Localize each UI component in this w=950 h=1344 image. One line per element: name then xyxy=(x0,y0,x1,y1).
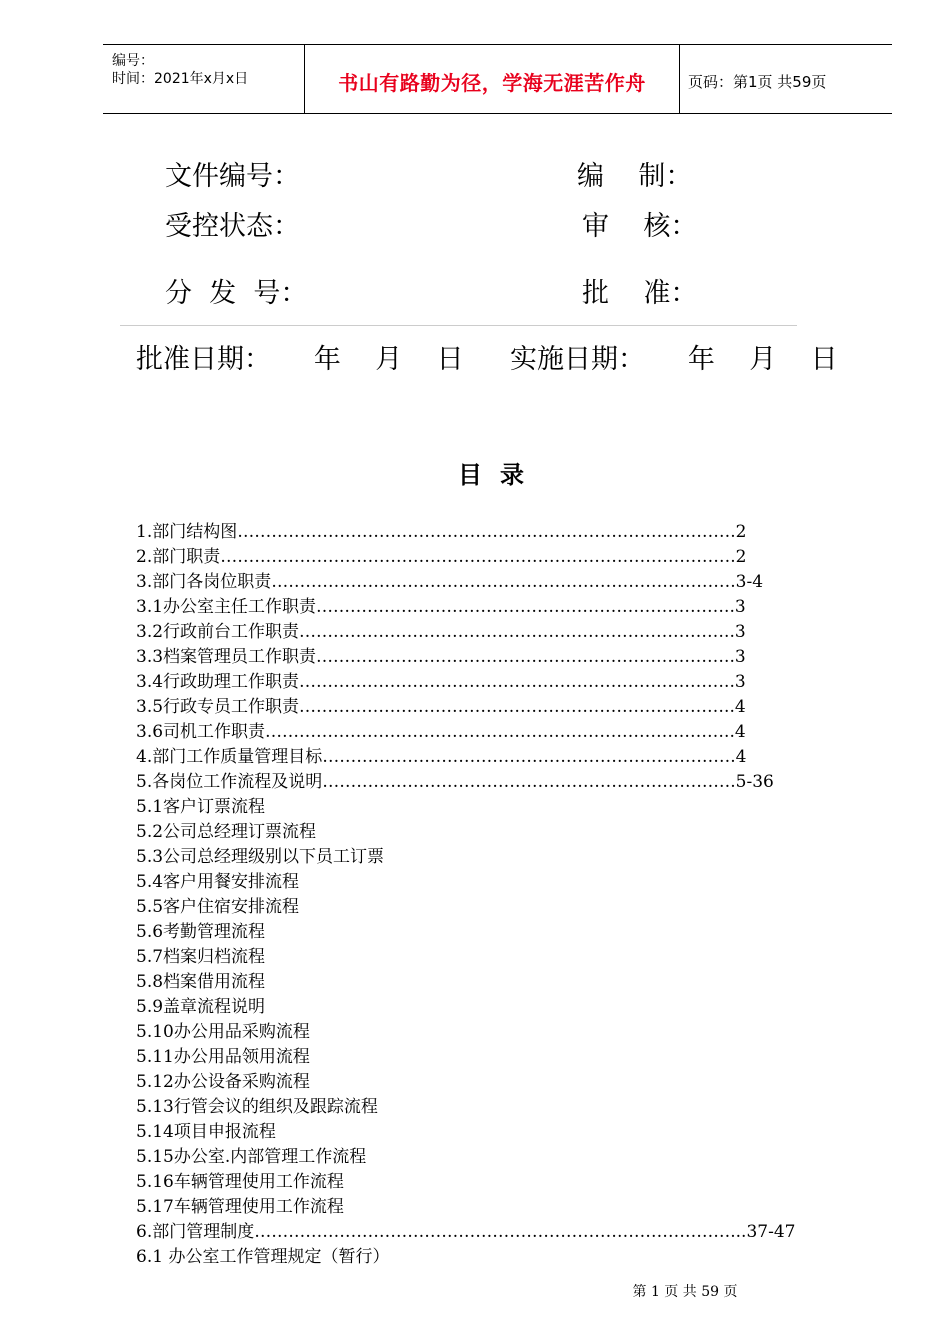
toc-item-text: 3.1办公室主任工作职责 xyxy=(136,597,317,617)
toc-item-text: 5.7档案归档流程 xyxy=(136,947,266,967)
toc-item-page: .5-36 xyxy=(730,772,774,792)
review-label: 审 核： xyxy=(582,211,698,242)
toc-item-text: 5.8档案借用流程 xyxy=(136,972,266,992)
compile-label: 编 制： xyxy=(577,161,693,192)
toc-item-text: 1.部门结构图 xyxy=(136,522,238,542)
toc-dot-leader: ……………………………………………………………………………… xyxy=(220,547,731,567)
divider xyxy=(120,325,797,326)
toc-title: 目录 xyxy=(458,461,542,489)
toc-item-text: 4.部门工作质量管理目标 xyxy=(136,747,323,767)
toc-item-text: 5.14项目申报流程 xyxy=(136,1122,276,1142)
toc-item xyxy=(136,1120,816,1145)
toc-item-page: ..4 xyxy=(724,697,746,717)
toc-item xyxy=(136,970,816,995)
approve-label: 批 准： xyxy=(582,278,698,309)
toc-dot-leader: ………………………………………………………………………… xyxy=(254,1222,731,1242)
toc-item-text: 2.部门职责 xyxy=(136,547,221,567)
toc-item-text: 5.1客户订票流程 xyxy=(136,797,266,817)
toc-item xyxy=(136,1045,816,1070)
toc-item xyxy=(136,520,816,545)
toc-item-text: 3.6司机工作职责 xyxy=(136,722,266,742)
toc-item xyxy=(136,720,816,745)
time-label: 时间：2021年x月x日 xyxy=(112,71,249,87)
toc-item-page: ..3 xyxy=(724,672,746,692)
toc-item xyxy=(136,595,816,620)
toc-item xyxy=(136,995,816,1020)
toc-item-page: ..3 xyxy=(724,597,746,617)
toc-item-text: 5.3公司总经理级别以下员工订票 xyxy=(136,847,385,867)
toc-item-text: 5.10办公用品采购流程 xyxy=(136,1022,310,1042)
toc-item-page: ..3 xyxy=(724,647,746,667)
toc-item xyxy=(136,670,816,695)
toc-dot-leader: ……………………………………………………………………… xyxy=(265,722,725,742)
toc-dot-leader: ………………………………………………………………… xyxy=(299,672,725,692)
toc-item-page: .2 xyxy=(730,547,747,567)
toc-item-text: 5.6考勤管理流程 xyxy=(136,922,266,942)
toc-item-page: ..4 xyxy=(724,722,746,742)
toc-item-text: 5.11办公用品领用流程 xyxy=(136,1047,310,1067)
toc-item-text: 5.各岗位工作流程及说明 xyxy=(136,772,323,792)
control-state-label: 受控状态： xyxy=(165,211,300,242)
toc-item xyxy=(136,770,816,795)
toc-dot-leader: ……………………………………………………………… xyxy=(322,747,731,767)
toc-item xyxy=(136,870,816,895)
motto: 书山有路勤为径，学海无涯苦作舟 xyxy=(338,71,646,95)
distribution-number-label: 分 发 号： xyxy=(165,278,308,309)
toc-dot-leader: …………………………………………………………………………… xyxy=(237,522,731,542)
toc-item-page: .2 xyxy=(730,522,747,542)
toc-item xyxy=(136,895,816,920)
toc-item-text: 6.1 办公室工作管理规定（暂行） xyxy=(136,1247,390,1267)
toc-item-text: 5.13行管会议的组织及跟踪流程 xyxy=(136,1097,378,1117)
toc-item xyxy=(136,695,816,720)
toc-item-text: 3.部门各岗位职责 xyxy=(136,572,272,592)
toc-dot-leader: ……………………………………………………………… xyxy=(316,597,725,617)
header-page-label: 页码：第1页 共59页 xyxy=(688,73,827,91)
toc-item xyxy=(136,845,816,870)
toc-item xyxy=(136,1020,816,1045)
header-motto-cell xyxy=(304,45,680,113)
number-label: 编号： xyxy=(112,53,154,69)
toc-item-page: .3-4 xyxy=(730,572,764,592)
toc-item-text: 5.16车辆管理使用工作流程 xyxy=(136,1172,344,1192)
toc-dot-leader: ………………………………………………………………… xyxy=(299,697,725,717)
toc-item-page: ..3 xyxy=(724,622,746,642)
toc-item xyxy=(136,1245,816,1270)
file-number-label: 文件编号： xyxy=(165,161,300,192)
header-page-cell xyxy=(679,45,892,113)
toc-item xyxy=(136,795,816,820)
toc-item xyxy=(136,1095,816,1120)
toc-item xyxy=(136,545,816,570)
toc-item xyxy=(136,1195,816,1220)
toc-item-text: 5.15办公室.内部管理工作流程 xyxy=(136,1147,367,1167)
toc-item xyxy=(136,1070,816,1095)
toc-item xyxy=(136,820,816,845)
toc-dot-leader: ……………………………………………………………………… xyxy=(271,572,731,592)
toc-item-text: 3.3档案管理员工作职责 xyxy=(136,647,317,667)
toc-item-text: 5.12办公设备采购流程 xyxy=(136,1072,310,1092)
toc-item-text: 5.5客户住宿安排流程 xyxy=(136,897,300,917)
toc-item-text: 5.17车辆管理使用工作流程 xyxy=(136,1197,344,1217)
toc-item-text: 3.5行政专员工作职责 xyxy=(136,697,300,717)
implement-date-label: 实施日期： 年 月 日 xyxy=(510,344,838,375)
approve-date-label: 批准日期： 年 月 日 xyxy=(136,344,464,375)
toc-item-text: 3.4行政助理工作职责 xyxy=(136,672,300,692)
toc-item-page: ...37-47 xyxy=(730,1222,796,1242)
toc-item xyxy=(136,945,816,970)
toc-item xyxy=(136,620,816,645)
toc-item-text: 5.2公司总经理订票流程 xyxy=(136,822,317,842)
toc-item-page: .4 xyxy=(730,747,747,767)
toc-dot-leader: ………………………………………………………………… xyxy=(299,622,725,642)
toc-item xyxy=(136,745,816,770)
toc-item xyxy=(136,570,816,595)
toc-item xyxy=(136,645,816,670)
toc-item-text: 6.部门管理制度 xyxy=(136,1222,255,1242)
toc-dot-leader: ……………………………………………………………… xyxy=(316,647,725,667)
header-meta xyxy=(103,45,304,113)
toc-item xyxy=(136,1145,816,1170)
toc-item xyxy=(136,920,816,945)
toc-list xyxy=(136,520,816,1270)
page-header xyxy=(103,44,892,114)
toc-dot-leader: ……………………………………………………………… xyxy=(322,772,731,792)
toc-item-text: 5.9盖章流程说明 xyxy=(136,997,266,1017)
toc-item-text: 5.4客户用餐安排流程 xyxy=(136,872,300,892)
toc-item xyxy=(136,1170,816,1195)
toc-item xyxy=(136,1220,816,1245)
page-footer: 第 1 页 共 59 页 xyxy=(632,1284,738,1300)
toc-item-text: 3.2行政前台工作职责 xyxy=(136,622,300,642)
